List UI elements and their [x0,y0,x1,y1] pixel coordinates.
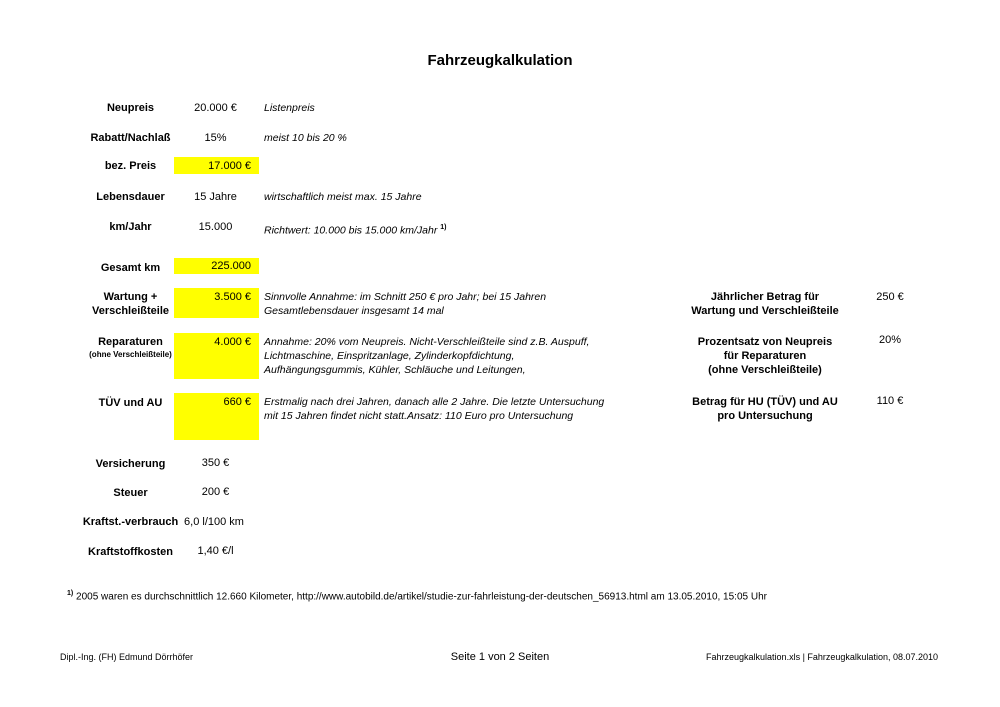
label-prozentsatz [665,335,865,377]
note-km-jahr-text: Richtwert: 10.000 bis 15.000 km/Jahr [264,224,438,237]
page-title: Fahrzeugkalkulation [427,52,573,69]
note-km-jahr [264,221,609,238]
note-lebensdauer: wirtschaftlich meist max. 15 Jahre [264,191,422,203]
footer-file-info: Fahrzeugkalkulation.xls | Fahrzeugkalkulation, 08.07.2010 [706,652,938,662]
footnote-text: 2005 waren es durchschnittlich 12.660 Kilometer, http://www.autobild.de/artikel/studie-zur-fahrleistung-der-deutschen_56913.html am 13.05.2010, 15:05 Uhr [76,591,767,603]
label-bez-preis: bez. Preis [104,160,157,172]
label-wartung-line2: Verschleißteile [91,305,170,317]
note-neupreis: Listenpreis [264,102,315,114]
value-gesamt-km[interactable]: 225.000 [174,258,259,274]
label-versicherung: Versicherung [95,458,166,470]
note-tuev: Erstmalig nach drei Jahren, danach alle 2 Jahre. Die letzte Untersuchung mit 15 Jahren findet nicht statt.Ansatz: 110 Euro pro Untersuchung [264,396,605,422]
label-km-jahr: km/Jahr [109,221,152,233]
value-steuer[interactable]: 200 € [201,486,230,498]
label-prozentsatz-line3: (ohne Verschleißteile) [708,364,822,376]
label-prozentsatz-line1: Prozentsatz von Neupreis [697,336,833,348]
value-kraftstoffkosten[interactable]: 1,40 €/l [197,545,234,557]
label-betrag-wartung-line1: Jährlicher Betrag für [710,291,820,303]
footnote-marker: 1) [67,590,74,597]
value-tuev[interactable]: 660 € [174,393,259,440]
value-bez-preis[interactable]: 17.000 € [174,157,259,174]
value-rabatt[interactable]: 15% [204,132,227,144]
label-rabatt: Rabatt/Nachlaß [90,132,171,144]
footer-author: Dipl.-Ing. (FH) Edmund Dörrhöfer [60,652,194,662]
label-betrag-wartung-line2: Wartung und Verschleißteile [691,305,839,317]
footnote-ref-marker: 1) [440,224,447,231]
label-wartung-line1: Wartung + [103,291,158,303]
value-versicherung[interactable]: 350 € [201,457,230,469]
label-tuev: TÜV und AU [98,397,163,409]
value-neupreis[interactable]: 20.000 € [194,102,237,114]
value-verbrauch[interactable]: 6,0 l/100 km [184,516,244,528]
note-reparaturen: Annahme: 20% vom Neupreis. Nicht-Verschleißteile sind z.B. Auspuff, Lichtmaschine, Einspritzanlage, Zylinderkopfdichtung, Aufhängungsgummis, Kühler, Schläuche und Leitungen, [264,336,590,376]
label-betrag-hu-line1: Betrag für HU (TÜV) und AU [692,396,838,408]
note-wartung: Sinnvolle Annahme: im Schnitt 250 € pro Jahr; bei 15 Jahren Gesamtlebensdauer insgesamt 14 mal [264,291,547,317]
label-verbrauch: Kraftst.-verbrauch [82,516,179,528]
label-betrag-wartung [665,290,865,318]
value-reparaturen[interactable]: 4.000 € [174,333,259,379]
footer-page-number: Seite 1 von 2 Seiten [450,651,550,663]
label-reparaturen-sub: (ohne Verschleißteile) [89,350,172,359]
label-betrag-hu-line2: pro Untersuchung [717,410,813,422]
value-betrag-hu[interactable]: 110 € [876,395,904,407]
label-neupreis: Neupreis [106,102,155,114]
label-lebensdauer: Lebensdauer [96,191,165,203]
label-steuer: Steuer [113,487,148,499]
value-prozentsatz[interactable]: 20% [878,334,902,346]
footnote [67,590,767,602]
value-betrag-wartung[interactable]: 250 € [876,291,904,303]
note-rabatt: meist 10 bis 20 % [264,132,347,144]
label-betrag-hu [665,395,865,423]
label-reparaturen-main: Reparaturen [98,336,163,348]
label-prozentsatz-line2: für Reparaturen [723,350,807,362]
value-km-jahr[interactable]: 15.000 [198,221,233,233]
value-lebensdauer[interactable]: 15 Jahre [194,191,237,203]
label-kraftstoffkosten: Kraftstoffkosten [88,546,173,558]
label-gesamt-km: Gesamt km [100,262,161,274]
value-wartung[interactable]: 3.500 € [174,288,259,318]
